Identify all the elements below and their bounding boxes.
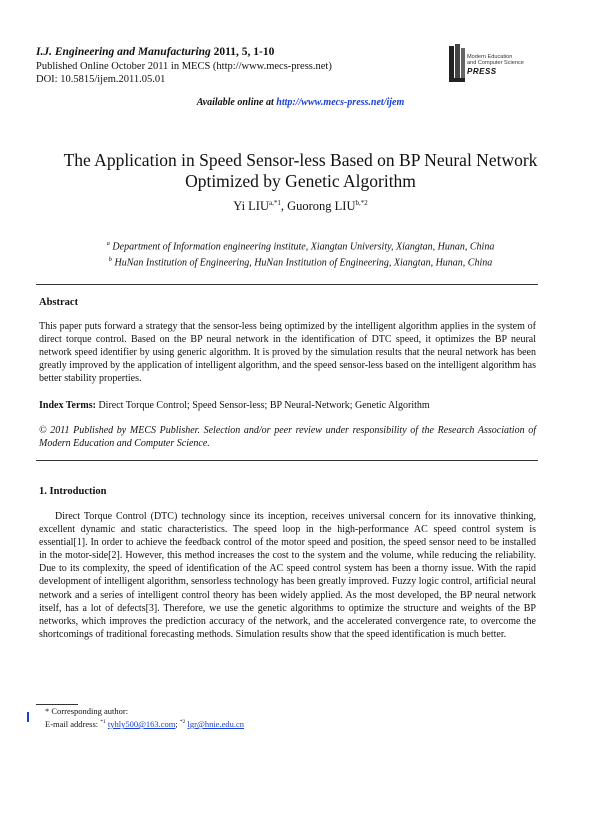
abstract-heading: Abstract — [39, 297, 79, 308]
journal-url-link[interactable]: http://www.mecs-press.net/ijem — [276, 97, 405, 108]
copyright: © 2011 Published by MECS Publisher. Selection and/or peer review under responsibility of the Research Association of Modern Education and Computer Science. — [39, 425, 536, 450]
affiliation-a-text: Department of Information engineering institute, Xiangtan University, Xiangtan, Hunan, China — [109, 241, 495, 253]
footnote-rule — [36, 704, 78, 705]
available-prefix: Available online at — [196, 97, 277, 108]
introduction-heading: 1. Introduction — [39, 486, 107, 497]
journal-name — [36, 46, 274, 58]
journal-title: I.J. Engineering and Manufacturing — [36, 46, 211, 58]
index-terms — [39, 399, 536, 412]
authors — [0, 199, 601, 214]
divider — [36, 460, 538, 461]
logo-text — [467, 54, 524, 66]
paper-title — [20, 150, 581, 192]
affiliation-a — [0, 237, 601, 253]
email2-sup: *2 — [179, 719, 186, 725]
logo-line2: and Computer Science — [467, 60, 524, 66]
email2-link[interactable]: lgr@hnie.edu.cn — [187, 718, 244, 729]
index-terms-text: Direct Torque Control; Speed Sensor-less; BP Neural-Network; Genetic Algorithm — [95, 400, 430, 411]
available-online — [0, 97, 601, 108]
title-line1: The Application in Speed Sensor-less Based on BP Neural Network — [63, 150, 538, 170]
affiliation-a-sup: a — [106, 240, 110, 247]
published-line: Published Online October 2011 in MECS (http://www.mecs-press.net) — [36, 61, 332, 72]
doi-line: DOI: 10.5815/ijem.2011.05.01 — [36, 73, 166, 85]
journal-issue: 2011, 5, 1-10 — [210, 46, 275, 58]
corresponding-author: * Corresponding author: — [45, 706, 129, 716]
index-terms-label: Index Terms: — [39, 400, 96, 411]
logo-press: PRESS — [467, 67, 497, 76]
divider — [36, 284, 538, 285]
author-1-sup: a,*1 — [269, 199, 281, 207]
books-icon — [449, 44, 465, 82]
affiliation-b-sup: b — [108, 256, 112, 264]
change-bar — [27, 712, 29, 722]
author-1: Yi LIU — [233, 199, 269, 214]
email1-sup: *1 — [100, 719, 106, 725]
publication-info — [36, 61, 332, 86]
abstract-text: This paper puts forward a strategy that the sensor-less being optimized by the intelligent algorithm applies in the system of direct torque control. Based on the BP neural network in the identification of DTC speed, it optimizes the BP neural network speed identifier by using generic algorithm. It is proved by the simulation results that the neural network has been greatly improved by the application of intelligent algorithm, and the speed sensor-less based on the intelligent algorithm has better stability properties. — [39, 321, 536, 385]
email-line — [45, 717, 244, 730]
introduction-text: Direct Torque Control (DTC) technology since its inception, receives universal concern for its innovative thinking, excellent dynamic and static characteristics. The speed loop in the high-performance AC speed control system is essential[1]. In order to achieve the feedback control of the motor speed and position, the speed sensor need to be installed in the motor-side[2]. However, this method increases the cost to the system and the volume, while reducing the reliability. Due to its complexity, the speed of identification of the AC speed control system has been a thorny issue. With the rapid development of intelligent algorithm, sensorless technology has been greatly improved. Fuzzy logic control, artificial neural network and a series of intelligent control theory has been widely applied. As the most developed, the BP neural network itself, has a lot of defects[3]. Therefore, we use the genetic algorithms to optimize the structure and weights of the BP networks, which improves the prediction accuracy of the network, and the accelerated convergence rate, to overcome the shortcomings of traditional forecasting methods. Simulation results show that the speed identification is much better. — [39, 511, 536, 640]
affiliation-b-text: HuNan Institution of Engineering, HuNan Institution of Engineering, Xiangtan, Hunan, China — [111, 257, 493, 269]
affiliations — [0, 237, 601, 270]
author-2: , Guorong LIU — [280, 199, 356, 214]
author-2-sup: b,*2 — [355, 199, 368, 207]
title-line2: Optimized by Genetic Algorithm — [185, 171, 416, 191]
logo-line1: Modern Education — [467, 54, 513, 60]
affiliation-b — [0, 253, 601, 269]
email-sep: ; — [175, 718, 180, 729]
footnote — [45, 706, 244, 730]
email-label: E-mail address: — [45, 718, 101, 729]
email1-link[interactable]: tyhly500@163.com — [107, 718, 176, 729]
